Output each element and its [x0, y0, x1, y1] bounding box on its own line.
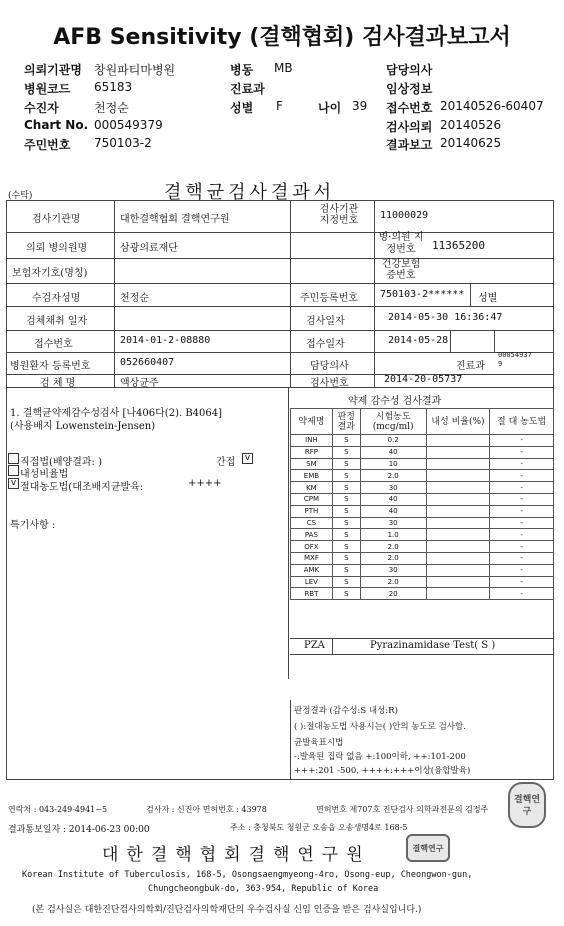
cell-drug: EMB	[291, 470, 333, 482]
institute-address-en-1: Korean Institute of Tuberculosis, 168-5, Osongsaengmyeong-4ro, Osong-eup, Cheongwon-gun,	[22, 870, 473, 880]
table-row	[291, 564, 554, 576]
test-date-value: 2014-05-30 16:36:47	[388, 312, 503, 323]
cell-conc: 20	[360, 588, 426, 600]
header-value: 20140526-60407	[440, 99, 544, 113]
cell-conc: 30	[360, 517, 426, 529]
test-no-value: 2014-20-05737	[384, 374, 463, 385]
table-row	[291, 529, 554, 541]
cell-conc: 2.0	[360, 470, 426, 482]
col-header-drug: 약제명	[291, 409, 333, 435]
cell-drug: AMK	[291, 564, 333, 576]
cell-conc: 2.0	[360, 552, 426, 564]
table-row	[291, 541, 554, 553]
sus-title: 약제 감수성 검사결과	[348, 396, 442, 407]
cell-absolute: -	[490, 588, 554, 600]
form-tag: (수탁)	[8, 191, 33, 201]
header-value: F	[276, 99, 283, 113]
agency-value: 대한결핵협회 결핵연구원	[120, 214, 230, 225]
cell-drug: RBT	[291, 588, 333, 600]
reception-date-value: 2014-05-28	[388, 335, 449, 346]
col-header-result: 판정 결과	[332, 409, 360, 435]
col-header-ratio: 내성 비율(%)	[426, 409, 490, 435]
cell-result: S	[332, 435, 360, 447]
patient-no-value: 052660407	[120, 357, 175, 368]
cell-result: S	[332, 446, 360, 458]
patient-no-label: 병원환자 등록번호	[10, 361, 91, 372]
resident-value: 750103-2******	[380, 289, 465, 300]
cell-result: S	[332, 505, 360, 517]
cell-result: S	[332, 517, 360, 529]
table-row	[291, 493, 554, 505]
header-label: 나이	[318, 101, 342, 115]
cell-drug: LEV	[291, 576, 333, 588]
legend-line: 판정결과 (감수성:S 내성:R)	[294, 706, 398, 716]
remarks-label: 특기사항 :	[10, 520, 56, 531]
agency-label: 검사기관명	[32, 214, 81, 225]
insurance-label: 건강보험 증번호	[381, 259, 421, 281]
header-value: 창원파티마병원	[94, 63, 176, 77]
medium: (사용배지 Lowenstein-Jensen)	[10, 421, 156, 432]
pza-value: Pyrazinamidase Test( S )	[370, 640, 496, 651]
legend-line: 균발육표시법	[294, 738, 344, 748]
cell-ratio	[426, 458, 490, 470]
cell-ratio	[426, 588, 490, 600]
cell-drug: OFX	[291, 541, 333, 553]
tb-result-form	[4, 170, 558, 922]
header-label: 수진자	[24, 101, 59, 115]
hospital-no-label: 병·의원 지정번호	[378, 232, 424, 255]
header-label: 주민번호	[24, 138, 71, 152]
cell-result: S	[332, 564, 360, 576]
insured-label: 보험자기호(명칭)	[12, 268, 88, 279]
cell-result: S	[332, 529, 360, 541]
header-value: 750103-2	[94, 136, 152, 150]
cell-result: S	[332, 541, 360, 553]
header-value: 65183	[94, 80, 133, 94]
agency-no-label: 검사기관 지정번호	[319, 204, 359, 226]
cell-absolute: -	[490, 529, 554, 541]
cell-ratio	[426, 482, 490, 494]
cell-ratio	[426, 470, 490, 482]
dept-value: 00054937 9	[498, 351, 532, 368]
legend-line: ( ):절대농도법 사용시는( )안의 농도로 검사함.	[294, 722, 466, 732]
col-header-absolute: 절 대 농도법	[490, 409, 554, 435]
cell-ratio	[426, 435, 490, 447]
certification-note: (본 검사실은 대한진단검사의학회/진단검사의학재단의 우수검사실 신임 인증을 받은 검사실입니다.)	[32, 905, 422, 915]
cell-conc: 40	[360, 505, 426, 517]
table-row	[291, 505, 554, 517]
table-row	[291, 470, 554, 482]
reception-no-value: 2014-01-2-08880	[120, 335, 211, 346]
header-value: 39	[352, 99, 368, 113]
cell-ratio	[426, 564, 490, 576]
table-row	[291, 458, 554, 470]
specimen-value: 액상균주	[120, 378, 159, 389]
cell-conc: 40	[360, 446, 426, 458]
footer-license: 면허번호 제707호 진단검사 의학과전문의 김정주	[316, 805, 489, 814]
cell-ratio	[426, 529, 490, 541]
cell-ratio	[426, 493, 490, 505]
pza-label: PZA	[304, 640, 325, 651]
cell-drug: KM	[291, 482, 333, 494]
header-label: 접수번호	[386, 101, 433, 115]
cell-ratio	[426, 541, 490, 553]
cell-drug: CS	[291, 517, 333, 529]
drug-rows	[291, 435, 554, 600]
cell-absolute: -	[490, 564, 554, 576]
cell-conc: 40	[360, 493, 426, 505]
cell-absolute: -	[490, 541, 554, 553]
cell-drug: PAS	[291, 529, 333, 541]
cell-result: S	[332, 588, 360, 600]
header-label: 검사의뢰	[386, 120, 433, 134]
cell-conc: 2.0	[360, 541, 426, 553]
table-row	[291, 576, 554, 588]
hospital-no-value: 11365200	[432, 239, 485, 252]
cell-result: S	[332, 576, 360, 588]
header-value: 20140526	[440, 118, 502, 132]
collect-label: 검체채취 일자	[26, 316, 88, 327]
cell-drug: INH	[291, 435, 333, 447]
cell-absolute: -	[490, 482, 554, 494]
absolute-growth: ++++	[188, 478, 222, 489]
header-label: Chart No.	[24, 118, 89, 132]
agency-no-value: 11000029	[380, 210, 429, 221]
header-label: 진료과	[230, 82, 265, 96]
cell-drug: CPM	[291, 493, 333, 505]
sex-label: 성별	[478, 293, 498, 304]
indirect-method-checkbox: v	[242, 453, 253, 464]
footer-address: 주소 : 충청북도 청원군 오송읍 오송생명4로 168-5	[230, 823, 408, 832]
col-header-conc: 시험농도 (mcg/ml)	[360, 409, 426, 435]
dept-label: 진료과	[456, 361, 485, 372]
test-no-label: 검사번호	[310, 378, 349, 389]
person-label: 수검자성명	[32, 293, 81, 304]
resistance-ratio-label: 내성비율법	[20, 469, 69, 480]
cell-absolute: -	[490, 576, 554, 588]
specimen-label: 검 체 명	[40, 378, 76, 389]
form-title: 결핵균검사결과서	[164, 182, 336, 203]
table-row	[291, 552, 554, 564]
table-row	[291, 588, 554, 600]
cell-conc: 0.2	[360, 435, 426, 447]
header-value: 000549379	[94, 118, 163, 132]
doctor-label: 담당의사	[310, 361, 349, 372]
header-label: 의뢰기관명	[24, 63, 82, 77]
cell-conc: 30	[360, 482, 426, 494]
legend-line: -:발육된 집락 없음 +:100이하, ++:101-200	[294, 752, 466, 762]
cell-conc: 1.0	[360, 529, 426, 541]
person-value: 천정순	[120, 293, 149, 304]
reception-date-label: 접수일자	[306, 339, 345, 350]
header-label: 성별	[230, 101, 254, 115]
cell-absolute: -	[490, 435, 554, 447]
cell-drug: SM	[291, 458, 333, 470]
table-row	[291, 517, 554, 529]
resident-label: 주민등록번호	[300, 293, 358, 304]
cell-absolute: -	[490, 552, 554, 564]
hospital-label: 의뢰 병의원명	[26, 243, 88, 254]
direct-method-checkbox	[8, 453, 19, 464]
cell-absolute: -	[490, 446, 554, 458]
header-value: MB	[274, 61, 293, 75]
cell-absolute: -	[490, 458, 554, 470]
test-name: 1. 결핵균약제감수성검사 [나406다(2). B4064]	[10, 408, 223, 419]
cell-ratio	[426, 552, 490, 564]
header-label: 담당의사	[386, 63, 433, 77]
cell-result: S	[332, 470, 360, 482]
absolute-conc-label: 절대농도법(대조배지균발육:	[20, 482, 144, 493]
cell-result: S	[332, 458, 360, 470]
indirect-method-label: 간접	[216, 457, 236, 468]
cell-drug: RFP	[291, 446, 333, 458]
cell-ratio	[426, 505, 490, 517]
official-stamp-small: 결핵연구	[406, 834, 450, 862]
header-label: 결과보고	[386, 138, 433, 152]
table-row	[291, 482, 554, 494]
cell-absolute: -	[490, 505, 554, 517]
susceptibility-table	[290, 408, 554, 600]
table-row	[291, 446, 554, 458]
table-row	[291, 435, 554, 447]
header-label: 임상정보	[386, 82, 433, 96]
institute-address-en-2: Chungcheongbuk-do, 363-954, Republic of Korea	[148, 884, 379, 894]
hospital-value: 삼광의료재단	[120, 243, 178, 254]
cell-conc: 2.0	[360, 576, 426, 588]
resistance-ratio-checkbox	[8, 465, 19, 476]
reception-no-label: 접수번호	[34, 339, 73, 350]
absolute-conc-checkbox: v	[8, 478, 19, 489]
cell-drug: PTH	[291, 505, 333, 517]
cell-absolute: -	[490, 517, 554, 529]
table-header-row	[291, 409, 554, 435]
cell-conc: 30	[360, 564, 426, 576]
cell-result: S	[332, 493, 360, 505]
header-label: 병동	[230, 63, 254, 77]
cell-absolute: -	[490, 493, 554, 505]
footer-contact: 연락처 : 043-249-4941~5	[8, 805, 108, 814]
direct-method-label: 직접법(배양결과: )	[20, 457, 102, 468]
cell-ratio	[426, 517, 490, 529]
cell-result: S	[332, 482, 360, 494]
footer-notice-date: 결과통보일자 : 2014-06-23 00:00	[8, 825, 150, 835]
cell-result: S	[332, 552, 360, 564]
cell-drug: MXF	[291, 552, 333, 564]
header-value: 20140625	[440, 136, 502, 150]
official-stamp-seal: 결핵연구	[508, 782, 546, 828]
cell-conc: 10	[360, 458, 426, 470]
header-label: 병원코드	[24, 82, 71, 96]
cell-ratio	[426, 576, 490, 588]
header-value: 천정순	[94, 101, 129, 115]
test-date-label: 검사일자	[306, 316, 345, 327]
report-title: AFB Sensitivity (결핵협회) 검사결과보고서	[53, 25, 511, 50]
legend-line: +++:201 -500, ++++:+++이상(융합발육)	[294, 766, 471, 776]
cell-absolute: -	[490, 470, 554, 482]
cell-ratio	[426, 446, 490, 458]
institute-name-ko: 대한결핵협회결핵연구원	[102, 845, 371, 865]
footer-examiner: 검사자 : 신진아 면허번호 : 43978	[146, 805, 267, 814]
